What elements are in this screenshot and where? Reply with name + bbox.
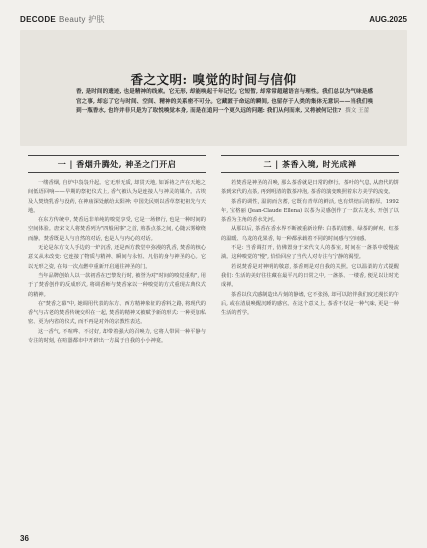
page-footer bbox=[20, 528, 407, 543]
paragraph: 不是: 当香调打开, 仿佛置身于宋代文人的茶室, 时间在一盏茶中缓慢流淌。这种嗅觉的"慢", 恰恰回应了当代人对专注与宁静的渴望。 bbox=[221, 245, 399, 261]
page-header bbox=[20, 14, 407, 28]
author-credit: 撰文 王蕾 bbox=[345, 108, 370, 115]
article-title: 香之文明: 嗅觉的时间与信仰 bbox=[130, 72, 297, 87]
section-heading-2: 二 | 茶香入境, 时光成禅 bbox=[221, 155, 399, 173]
paragraph: 若说焚香是对神明的敬意, 茶香则是对自我的关照。它以温柔的方式提醒我们: 生活的美好往往藏在最平凡的日常之中, 一盏茶、一缕香, 便足以让时光成禅。 bbox=[221, 263, 399, 289]
brand-name: DECODE bbox=[20, 15, 57, 24]
paragraph: 当年品牌创始人以一款初香在巴黎发行时, 被誉为对"时间的嗅觉重构", 用于了焚香创作的反成形式, 将调香师与焚香家以一种嗅觉的方式重现古典仪式的精神。 bbox=[28, 272, 206, 298]
left-body bbox=[28, 179, 206, 346]
issue-date: AUG.2025 bbox=[369, 15, 407, 24]
paragraph: 茶香以仪式感制造出片刻的静谧, 它不张扬, 却可以陪伴我们度过漫长的午后, 或在清晨唤醒沉睡的感官。在这个意义上, 茶香不仅是一种气味, 更是一种生活的哲学。 bbox=[221, 291, 399, 317]
right-column bbox=[221, 155, 399, 318]
section-heading-1: 一 | 香烟升腾处, 神圣之门开启 bbox=[28, 155, 206, 173]
left-column bbox=[28, 155, 206, 346]
lead-text: 香, 是时间的遗迹, 也是精神的线索。它无形, 却能唤起千年记忆; 它短暂, 却常常超越语言与理性。我们总以为气味是感官之事, 却忘了它与时间、空间、精神的关系密不可分。它藏匿于命运的瞬间, 也留存于人类的集体无意识——当我们嗅到一瓶香水, 也许并非只是为了取悦嗅觉本身, 而是在追问一个更久远的问题: 我们从何而来, 又将被何记住? bbox=[76, 89, 373, 115]
paragraph: 这一香气, 不喧哗、不讨好, 却带着强大的召唤力, 它将人带回一种平静与专注的时刻, 在喧嚣都市中开辟出一方属于自我的小小神龛。 bbox=[28, 328, 206, 345]
paragraph: 茶香的调性, 温润而含蓄, 它既有青草的鲜活, 也有烘焙后的醇厚。1992年, 宝格丽 (Jean-Claude Ellena) 以茶为灵感创作了一款古龙水, 开创了以茶香为主角的香水先河。 bbox=[221, 198, 399, 224]
paragraph: 从那以后, 茶香在香水界不断被重新诠释: 白茶的清雅、绿茶的鲜爽、红茶的温暖、乌龙的花果香, 每一种都承载着不同的时间感与空间感。 bbox=[221, 226, 399, 242]
right-body bbox=[221, 179, 399, 318]
paragraph: 无论是东方文人手边的一炉沉香, 还是西方教堂中弥漫的乳香, 焚香的核心意义从未改变: 它连接了物质与精神、瞬间与永恒、凡俗的身与神圣的心。它以无形之姿, 在每一次点燃中重新开启通往神圣的门。 bbox=[28, 245, 206, 270]
brand-section: Beauty 护肤 bbox=[59, 15, 105, 24]
paragraph: 若焚香是神圣的召唤, 那么茶香就是日常的修行。茶叶的气息, 从唐代的饼茶到宋代的点茶, 再到明清的散茶冲泡, 茶香的演变映照着东方美学的流变。 bbox=[221, 180, 399, 196]
page-number: 36 bbox=[20, 534, 29, 543]
paragraph: 在东方传统中, 焚香远非单纯的嗅觉享受, 它是一场修行, 也是一种时间的空间体验。唐宋文人将焚香列为"四般闲事"之首, 煎茶点茶之间, 心随云雾缭绕而静。焚香既是人与自然的对话, 也是人与内心的对话。 bbox=[28, 217, 206, 242]
paragraph: 一缕香烟, 自炉中袅袅升起。它无形无质, 却贯天地, 如诉祷之声在天地之间低语回响——早期的祭祀仪式上, 香气被认为是连接人与神灵的媒介。古埃及人焚烧乳香与没药, 在神庙深处献给太阳神; 中国先民则以香草祭祀祖先与天地。 bbox=[28, 180, 206, 214]
paragraph: 在"焚香之幕"中, 她调用代表的东方、西方精神象征的香料之路, 将现代的香气与古老的焚香传统交织在一起, 焚香的精神又被赋予新的形式: 一种更加私密、更为内省的仪式, 而不再是对外的宗教性表达。 bbox=[28, 300, 206, 326]
article-lead bbox=[76, 88, 373, 117]
magazine-brand bbox=[20, 14, 105, 25]
hero-banner bbox=[20, 30, 407, 146]
